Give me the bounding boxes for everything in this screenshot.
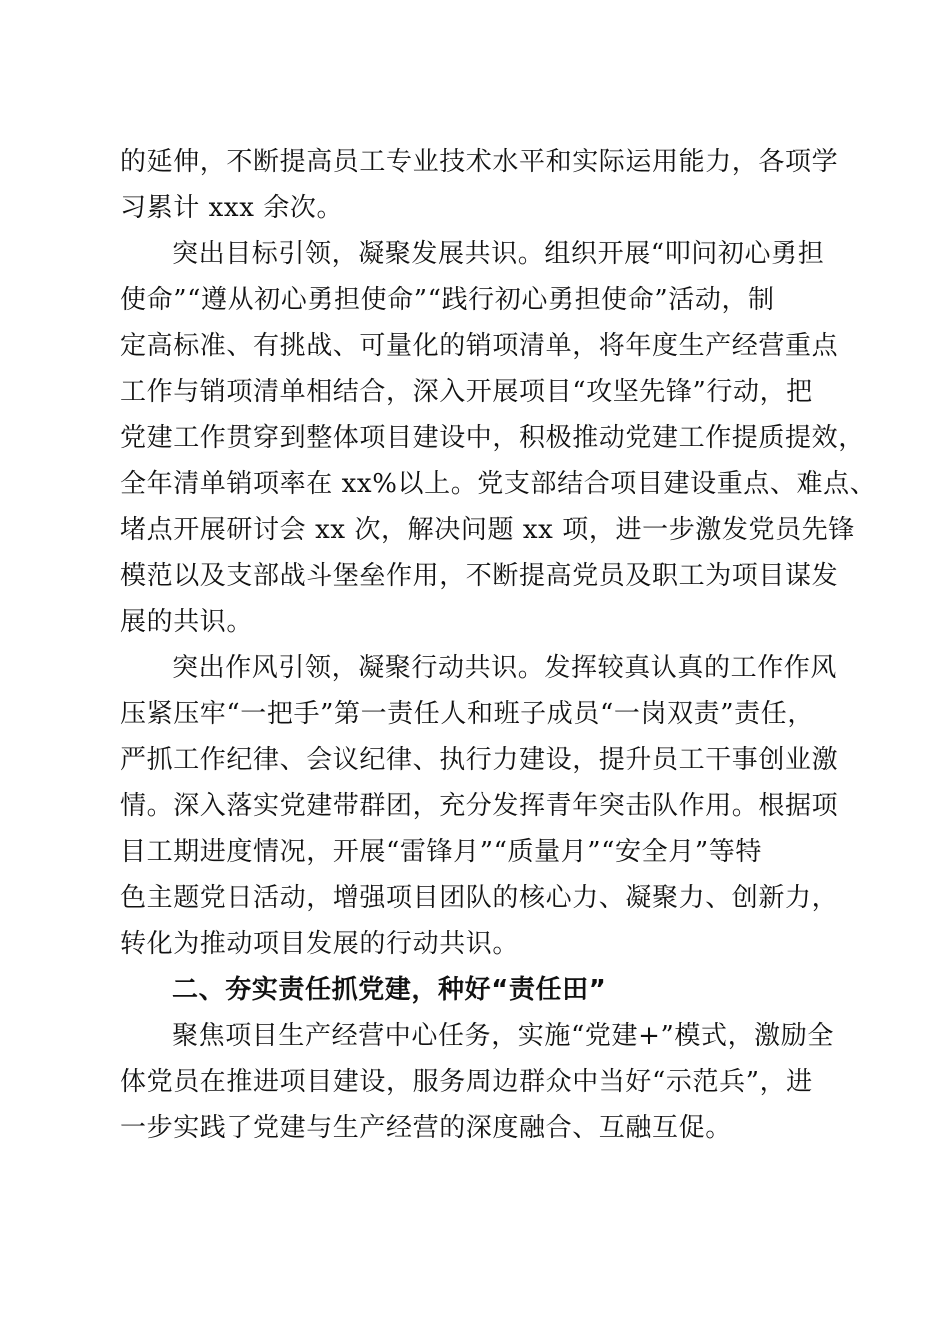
paragraph-3-line-1: 突出作风引领，凝聚行动共识。发挥较真认真的工作作风	[172, 653, 838, 683]
paragraph-1-line-2: 习累计 xxx 余次。	[120, 193, 344, 223]
paragraph-4-line-2: 体党员在推进项目建设，服务周边群众中当好“示范兵”，进	[120, 1067, 813, 1097]
paragraph-2-line-8: 模范以及支部战斗堡垒作用，不断提高党员及职工为项目谋发	[120, 561, 839, 591]
paragraph-3-line-5: 目工期进度情况，开展“雷锋月”“质量月”“安全月”等特	[120, 837, 762, 867]
paragraph-2-line-3: 定高标准、有挑战、可量化的销项清单，将年度生产经营重点	[120, 331, 839, 361]
paragraph-2-line-6: 全年清单销项率在 xx%以上。党支部结合项目建设重点、难点、	[120, 469, 877, 499]
paragraph-4-line-1: 聚焦项目生产经营中心任务，实施“党建+”模式，激励全	[172, 1021, 834, 1051]
section-heading: 二、夯实责任抓党建，种好“责任田”	[172, 975, 607, 1005]
paragraph-3-line-6: 色主题党日活动，增强项目团队的核心力、凝聚力、创新力，	[120, 883, 839, 913]
paragraph-2-line-5: 党建工作贯穿到整体项目建设中，积极推动党建工作提质提效，	[120, 423, 865, 453]
paragraph-1-line-1: 的延伸，不断提高员工专业技术水平和实际运用能力，各项学	[120, 147, 839, 177]
paragraph-2-line-1: 突出目标引领，凝聚发展共识。组织开展“叩问初心勇担	[172, 239, 825, 269]
paragraph-3-line-7: 转化为推动项目发展的行动共识。	[120, 929, 520, 959]
paragraph-3-line-3: 严抓工作纪律、会议纪律、执行力建设，提升员工干事创业激	[120, 745, 839, 775]
paragraph-4-line-3: 一步实践了党建与生产经营的深度融合、互融互促。	[120, 1113, 732, 1143]
paragraph-2-line-7: 堵点开展研讨会 xx 次，解决问题 xx 项，进一步激发党员先锋	[120, 515, 855, 545]
paragraph-3-line-4: 情。深入落实党建带群团，充分发挥青年突击队作用。根据项	[120, 791, 839, 821]
paragraph-2-line-2: 使命”“遵从初心勇担使命”“践行初心勇担使命”活动，制	[120, 285, 775, 315]
paragraph-2-line-9: 展的共识。	[120, 607, 254, 637]
paragraph-3-line-2: 压紧压牢“一把手”第一责任人和班子成员“一岗双责”责任，	[120, 699, 814, 729]
paragraph-2-line-4: 工作与销项清单相结合，深入开展项目“攻坚先锋”行动，把	[120, 377, 813, 407]
